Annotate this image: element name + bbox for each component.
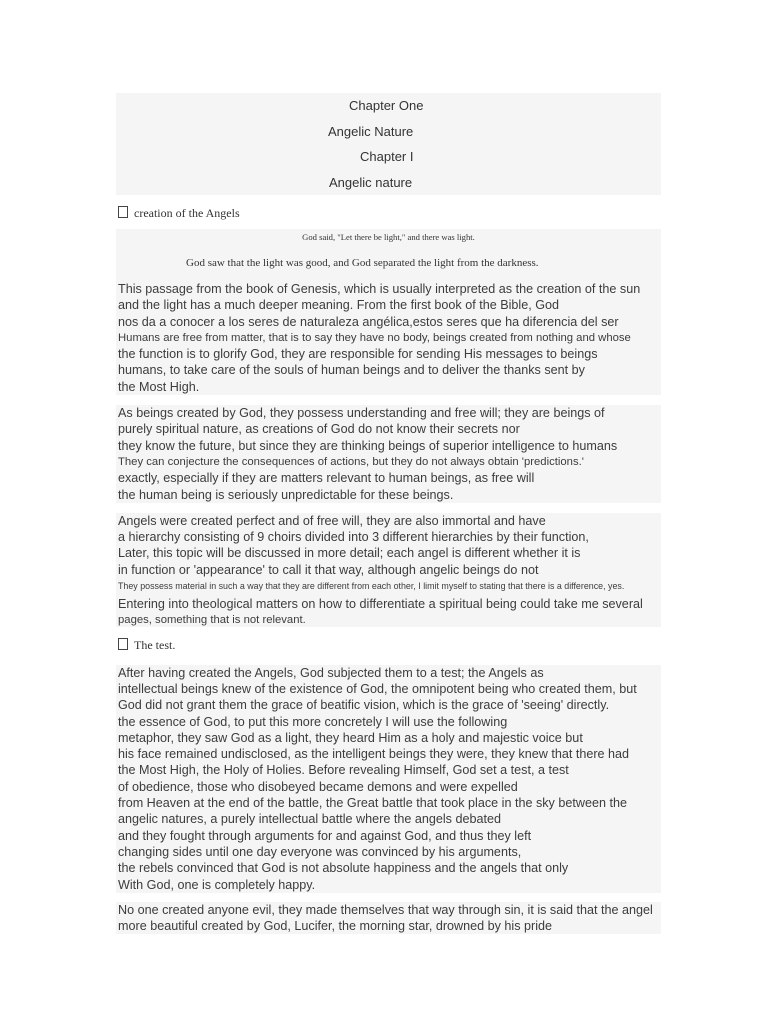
text-line: and they fought through arguments for and against God, and thus they left [118,828,532,843]
text-line: Angels were created perfect and of free will, they are also immortal and have [118,513,546,528]
text-line: more beautiful created by God, Lucifer, the morning star, drowned by his pride [118,919,553,934]
paragraph-gap [116,503,661,513]
text-line: the function is to glorify God, they are responsible for sending His messages to beings [118,347,598,362]
chapter-subtitle: Angelic Nature [328,123,414,139]
chapter-number: Chapter I [360,149,414,164]
text-line: a hierarchy consisting of 9 choirs divided into 3 different hierarchies by their function, [118,530,589,545]
checkbox-glyph-icon [118,638,128,650]
text-line: humans, to take care of the souls of human beings and to deliver the thanks sent by [118,363,585,378]
text-line: nos da a conocer a los seres de naturaleza angélica,estos seres que ha diferencia del ser [118,314,619,329]
text-line: With God, one is completely happy. [118,877,316,892]
chapter-title: Chapter One [349,98,424,113]
text-line: the Most High, the Holy of Holies. Before revealing Himself, God set a test, a test [118,763,569,778]
chapter-subtitle-lower: Angelic nature [329,174,413,190]
chapter-header [116,93,661,195]
paragraph-gap [116,395,661,405]
genesis-quote-1: God said, "Let there be light," and there was light. [302,232,475,242]
genesis-quote-2: God saw that the light was good, and God separated the light from the darkness. [186,257,539,269]
paragraph-4 [116,665,661,893]
text-line: exactly, especially if they are matters relevant to human beings, as free will [118,471,535,486]
paragraph-2 [116,405,661,503]
text-line: As beings created by God, they possess understanding and free will; they are beings of [118,406,605,421]
paragraph-1 [116,278,661,395]
section-heading-creation [116,195,661,229]
text-line: After having created the Angels, God subjected them to a test; the Angels as [118,665,544,680]
text-line: the rebels convinced that God is not absolute happiness and the angels that only [118,861,569,876]
text-line: his face remained undisclosed, as the intelligent beings they were, they knew that there had [118,747,630,762]
section-heading-text: The test. [134,637,176,652]
text-line: the human being is seriously unpredictable for these beings. [118,487,454,502]
document-page [116,93,661,934]
text-line: purely spiritual nature, as creations of God do not know their secrets nor [118,422,520,437]
paragraph-gap [116,893,661,902]
text-line: They possess material in such a way that they are different from each other, I limit myself to stating that there is a difference, yes. [118,581,625,592]
text-line: Later, this topic will be discussed in more detail; each angel is different whether it is [118,546,581,561]
section-heading-test [116,627,661,665]
text-line: angelic natures, a purely intellectual battle where the angels debated [118,812,501,827]
genesis-quote-block [116,229,661,278]
text-line: No one created anyone evil, they made themselves that way through sin, it is said that the angel [118,902,653,917]
text-line: in function or 'appearance' to call it that way, although angelic beings do not [118,562,539,577]
text-line: Humans are free from matter, that is to say they have no body, beings created from nothing and whose [118,331,631,344]
text-line: changing sides until one day everyone was convinced by his arguments, [118,844,522,859]
checkbox-glyph-icon [118,206,128,218]
text-line: They can conjecture the consequences of actions, but they do not always obtain 'predictions.' [118,455,584,468]
text-line: they know the future, but since they are thinking beings of superior intelligence to humans [118,438,618,453]
text-line: the Most High. [118,379,200,394]
text-line: pages, something that is not relevant. [118,613,306,626]
text-line: God did not grant them the grace of beatific vision, which is the grace of 'seeing' directly. [118,698,610,713]
text-line: Entering into theological matters on how to differentiate a spiritual being could take me several [118,597,643,612]
text-line: the essence of God, to put this more concretely I will use the following [118,714,508,729]
text-line: intellectual beings knew of the existence of God, the omnipotent being who created them, but [118,681,637,696]
text-line: and the light has a much deeper meaning. From the first book of the Bible, God [118,298,560,313]
text-line: from Heaven at the end of the battle, the Great battle that took place in the sky between the [118,796,627,811]
text-line: of obedience, those who disobeyed became demons and were expelled [118,779,518,794]
section-heading-text: creation of the Angels [134,206,240,220]
paragraph-3 [116,513,661,627]
paragraph-5 [116,902,661,935]
text-line: metaphor, they saw God as a light, they heard Him as a holy and majestic voice but [118,730,583,745]
text-line: This passage from the book of Genesis, which is usually interpreted as the creation of the sun [118,282,641,296]
